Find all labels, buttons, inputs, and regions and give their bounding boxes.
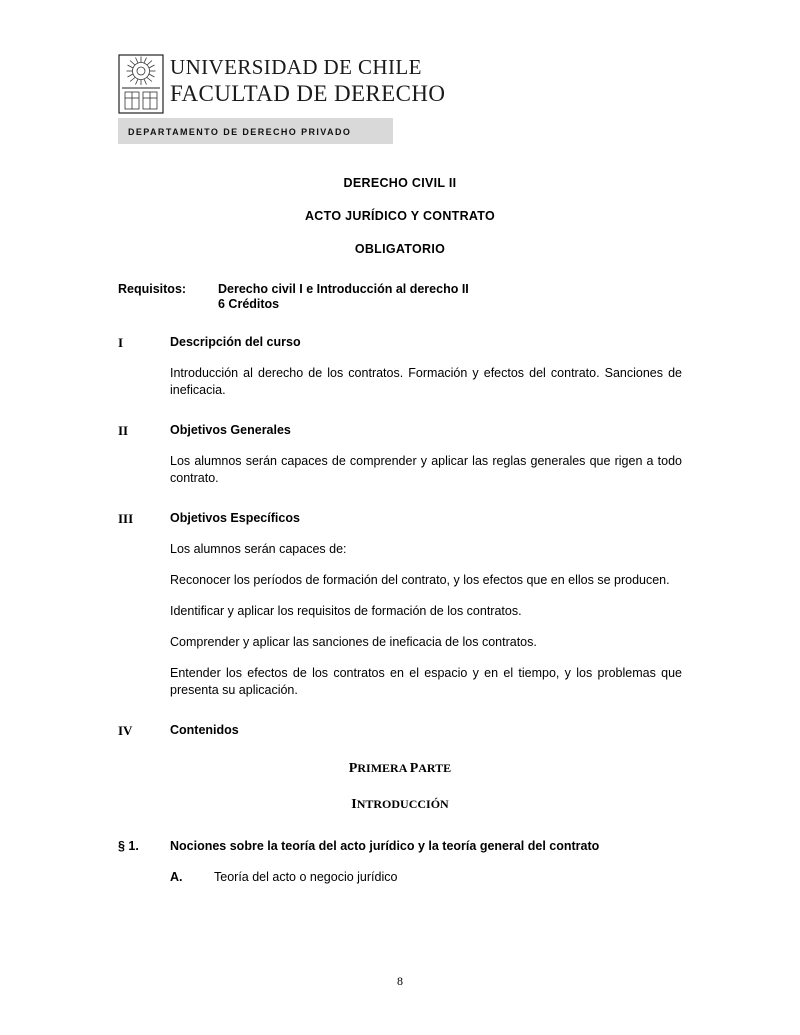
- section-number: III: [118, 511, 134, 526]
- requisites-credits: 6 Créditos: [218, 297, 280, 311]
- intro-heading: INTRODUCCIÓN: [351, 797, 449, 812]
- section-heading-ii: [118, 423, 682, 439]
- course-title: DERECHO CIVIL II: [343, 176, 457, 190]
- section-heading-iv: [118, 723, 682, 739]
- department-bar: [118, 118, 393, 144]
- faculty-name: FACULTAD DE DERECHO: [170, 81, 446, 106]
- letterhead-text: [170, 54, 445, 108]
- section-paragraph: Reconocer los períodos de formación del contrato, y los efectos que en ellos se producen.: [170, 573, 670, 587]
- department-name: DEPARTAMENTO DE DERECHO PRIVADO: [128, 127, 352, 137]
- section-number: I: [118, 335, 124, 350]
- subclause: [170, 870, 682, 884]
- section-heading-i: [118, 335, 682, 351]
- requisites-values: [218, 282, 469, 311]
- section-paragraph: Comprender y aplicar las sanciones de ineficacia de los contratos.: [170, 635, 537, 649]
- section-title: Objetivos Específicos: [170, 511, 300, 525]
- clause-heading: [118, 839, 682, 853]
- clause-title: Nociones sobre la teoría del acto jurídico y la teoría general del contrato: [170, 839, 600, 853]
- section-paragraph: Introducción al derecho de los contratos. Formación y efectos del contrato. Sanciones de ineficacia.: [170, 366, 682, 397]
- clause-number: § 1.: [118, 839, 139, 853]
- section-paragraph: Los alumnos serán capaces de:: [170, 542, 347, 556]
- section-heading-iii: [118, 511, 682, 527]
- university-name: UNIVERSIDAD DE CHILE: [170, 55, 422, 79]
- course-subtitle: ACTO JURÍDICO Y CONTRATO: [304, 209, 496, 223]
- section-paragraph: Los alumnos serán capaces de comprender y aplicar las reglas generales que rigen a todo contrato.: [170, 454, 682, 485]
- course-type: OBLIGATORIO: [354, 242, 446, 256]
- requisites-block: [118, 282, 682, 311]
- requisites-label: Requisitos:: [118, 282, 187, 296]
- section-title: Objetivos Generales: [170, 423, 291, 437]
- section-title: Contenidos: [170, 723, 239, 737]
- part-heading: PRIMERA PARTE: [348, 761, 452, 776]
- section-paragraph: Identificar y aplicar los requisitos de formación de los contratos.: [170, 604, 522, 618]
- subclause-text: Teoría del acto o negocio jurídico: [214, 870, 398, 884]
- section-title: Descripción del curso: [170, 335, 301, 349]
- university-crest-icon: [118, 54, 164, 114]
- section-number: IV: [118, 723, 133, 738]
- requisites-prerequisite: Derecho civil I e Introducción al derecho II: [218, 282, 469, 296]
- subclause-letter: A.: [170, 870, 183, 884]
- letterhead: [118, 48, 682, 158]
- section-number: II: [118, 423, 129, 438]
- section-paragraph: Entender los efectos de los contratos en el espacio y en el tiempo, y los problemas que presenta su aplicación.: [170, 666, 682, 697]
- page-number: 8: [397, 974, 403, 988]
